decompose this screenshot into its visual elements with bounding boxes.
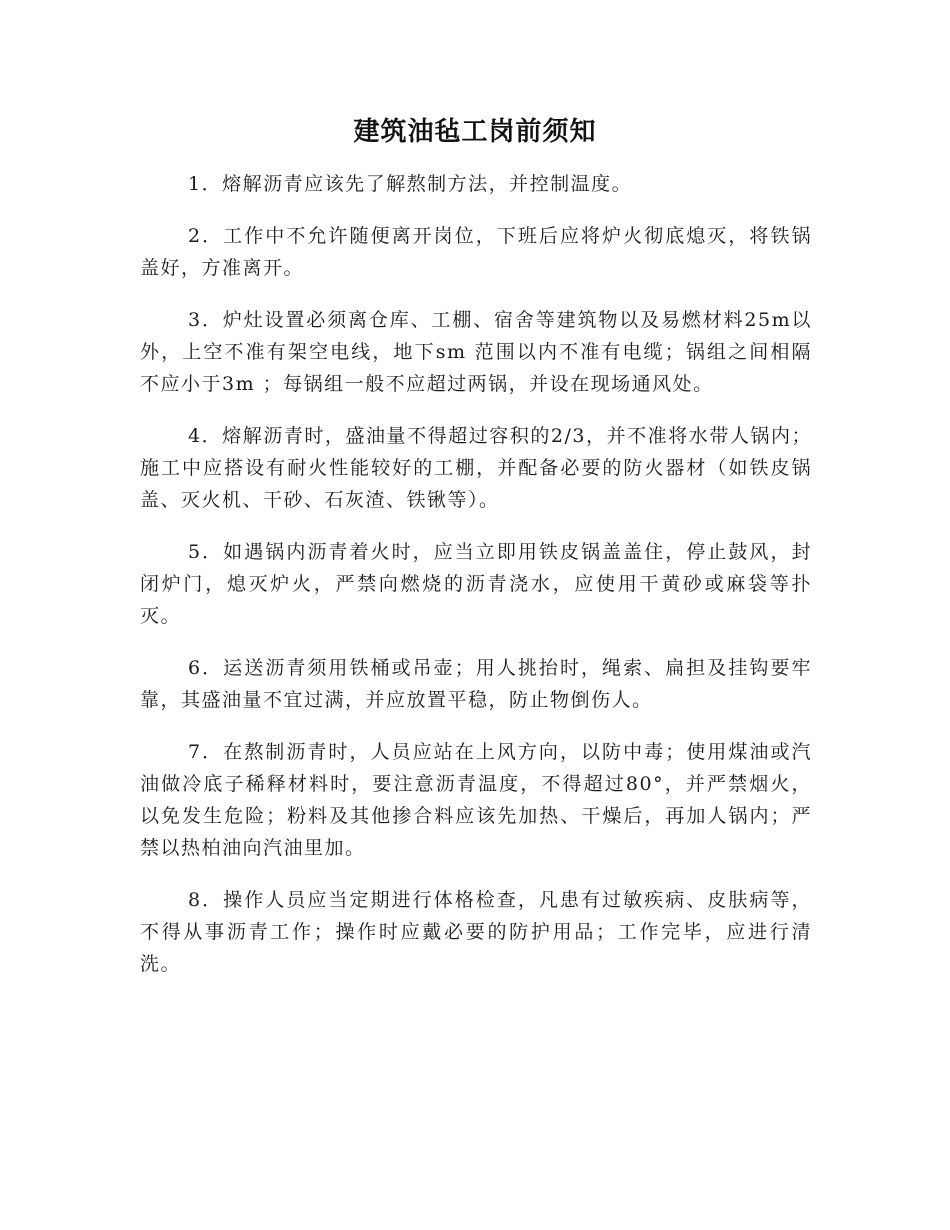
paragraph-6: 6．运送沥青须用铁桶或吊壶；用人挑抬时，绳索、扁担及挂钩要牢靠，其盛油量不宜过满，并应放置平稳，防止物倒伤人。	[140, 657, 812, 711]
paragraph-3: 3．炉灶设置必须离仓库、工棚、宿舍等建筑物以及易燃材料25m以外，上空不准有架空电线，地下sm 范围以内不准有电缆；锅组之间相隔不应小于3m ；每锅组一般不应超过两锅，并设在现场通风处。	[140, 309, 812, 395]
paragraph-7: 7．在熬制沥青时，人员应站在上风方向，以防中毒；使用煤油或汽油做冷底子稀释材料时，要注意沥青温度，不得超过80°，并严禁烟火，以免发生危险；粉料及其他掺合料应该先加热、干燥后，再加人锅内；严禁以热柏油向汽油里加。	[140, 741, 812, 859]
paragraph-1: 1．熔解沥青应该先了解熬制方法，并控制温度。	[188, 173, 633, 195]
paragraph-5: 5．如遇锅内沥青着火时，应当立即用铁皮锅盖盖住，停止鼓风，封闭炉门，熄灭炉火，严禁向燃烧的沥青浇水，应使用干黄砂或麻袋等扑灭。	[140, 541, 812, 627]
paragraph-4: 4．熔解沥青时，盛油量不得超过容积的2/3，并不准将水带人锅内；施工中应搭设有耐火性能较好的工棚，并配备必要的防火器材（如铁皮锅盖、灭火机、干砂、石灰渣、铁锹等）。	[140, 425, 812, 511]
paragraph-2: 2．工作中不允许随便离开岗位，下班后应将炉火彻底熄灭，将铁锅盖好，方准离开。	[140, 225, 812, 279]
page-title: 建筑油毡工岗前须知	[353, 117, 597, 147]
document-body	[140, 168, 812, 1000]
paragraph-8: 8．操作人员应当定期进行体格检查，凡患有过敏疾病、皮肤病等，不得从事沥青工作；操作时应戴必要的防护用品；工作完毕，应进行清洗。	[140, 889, 812, 975]
